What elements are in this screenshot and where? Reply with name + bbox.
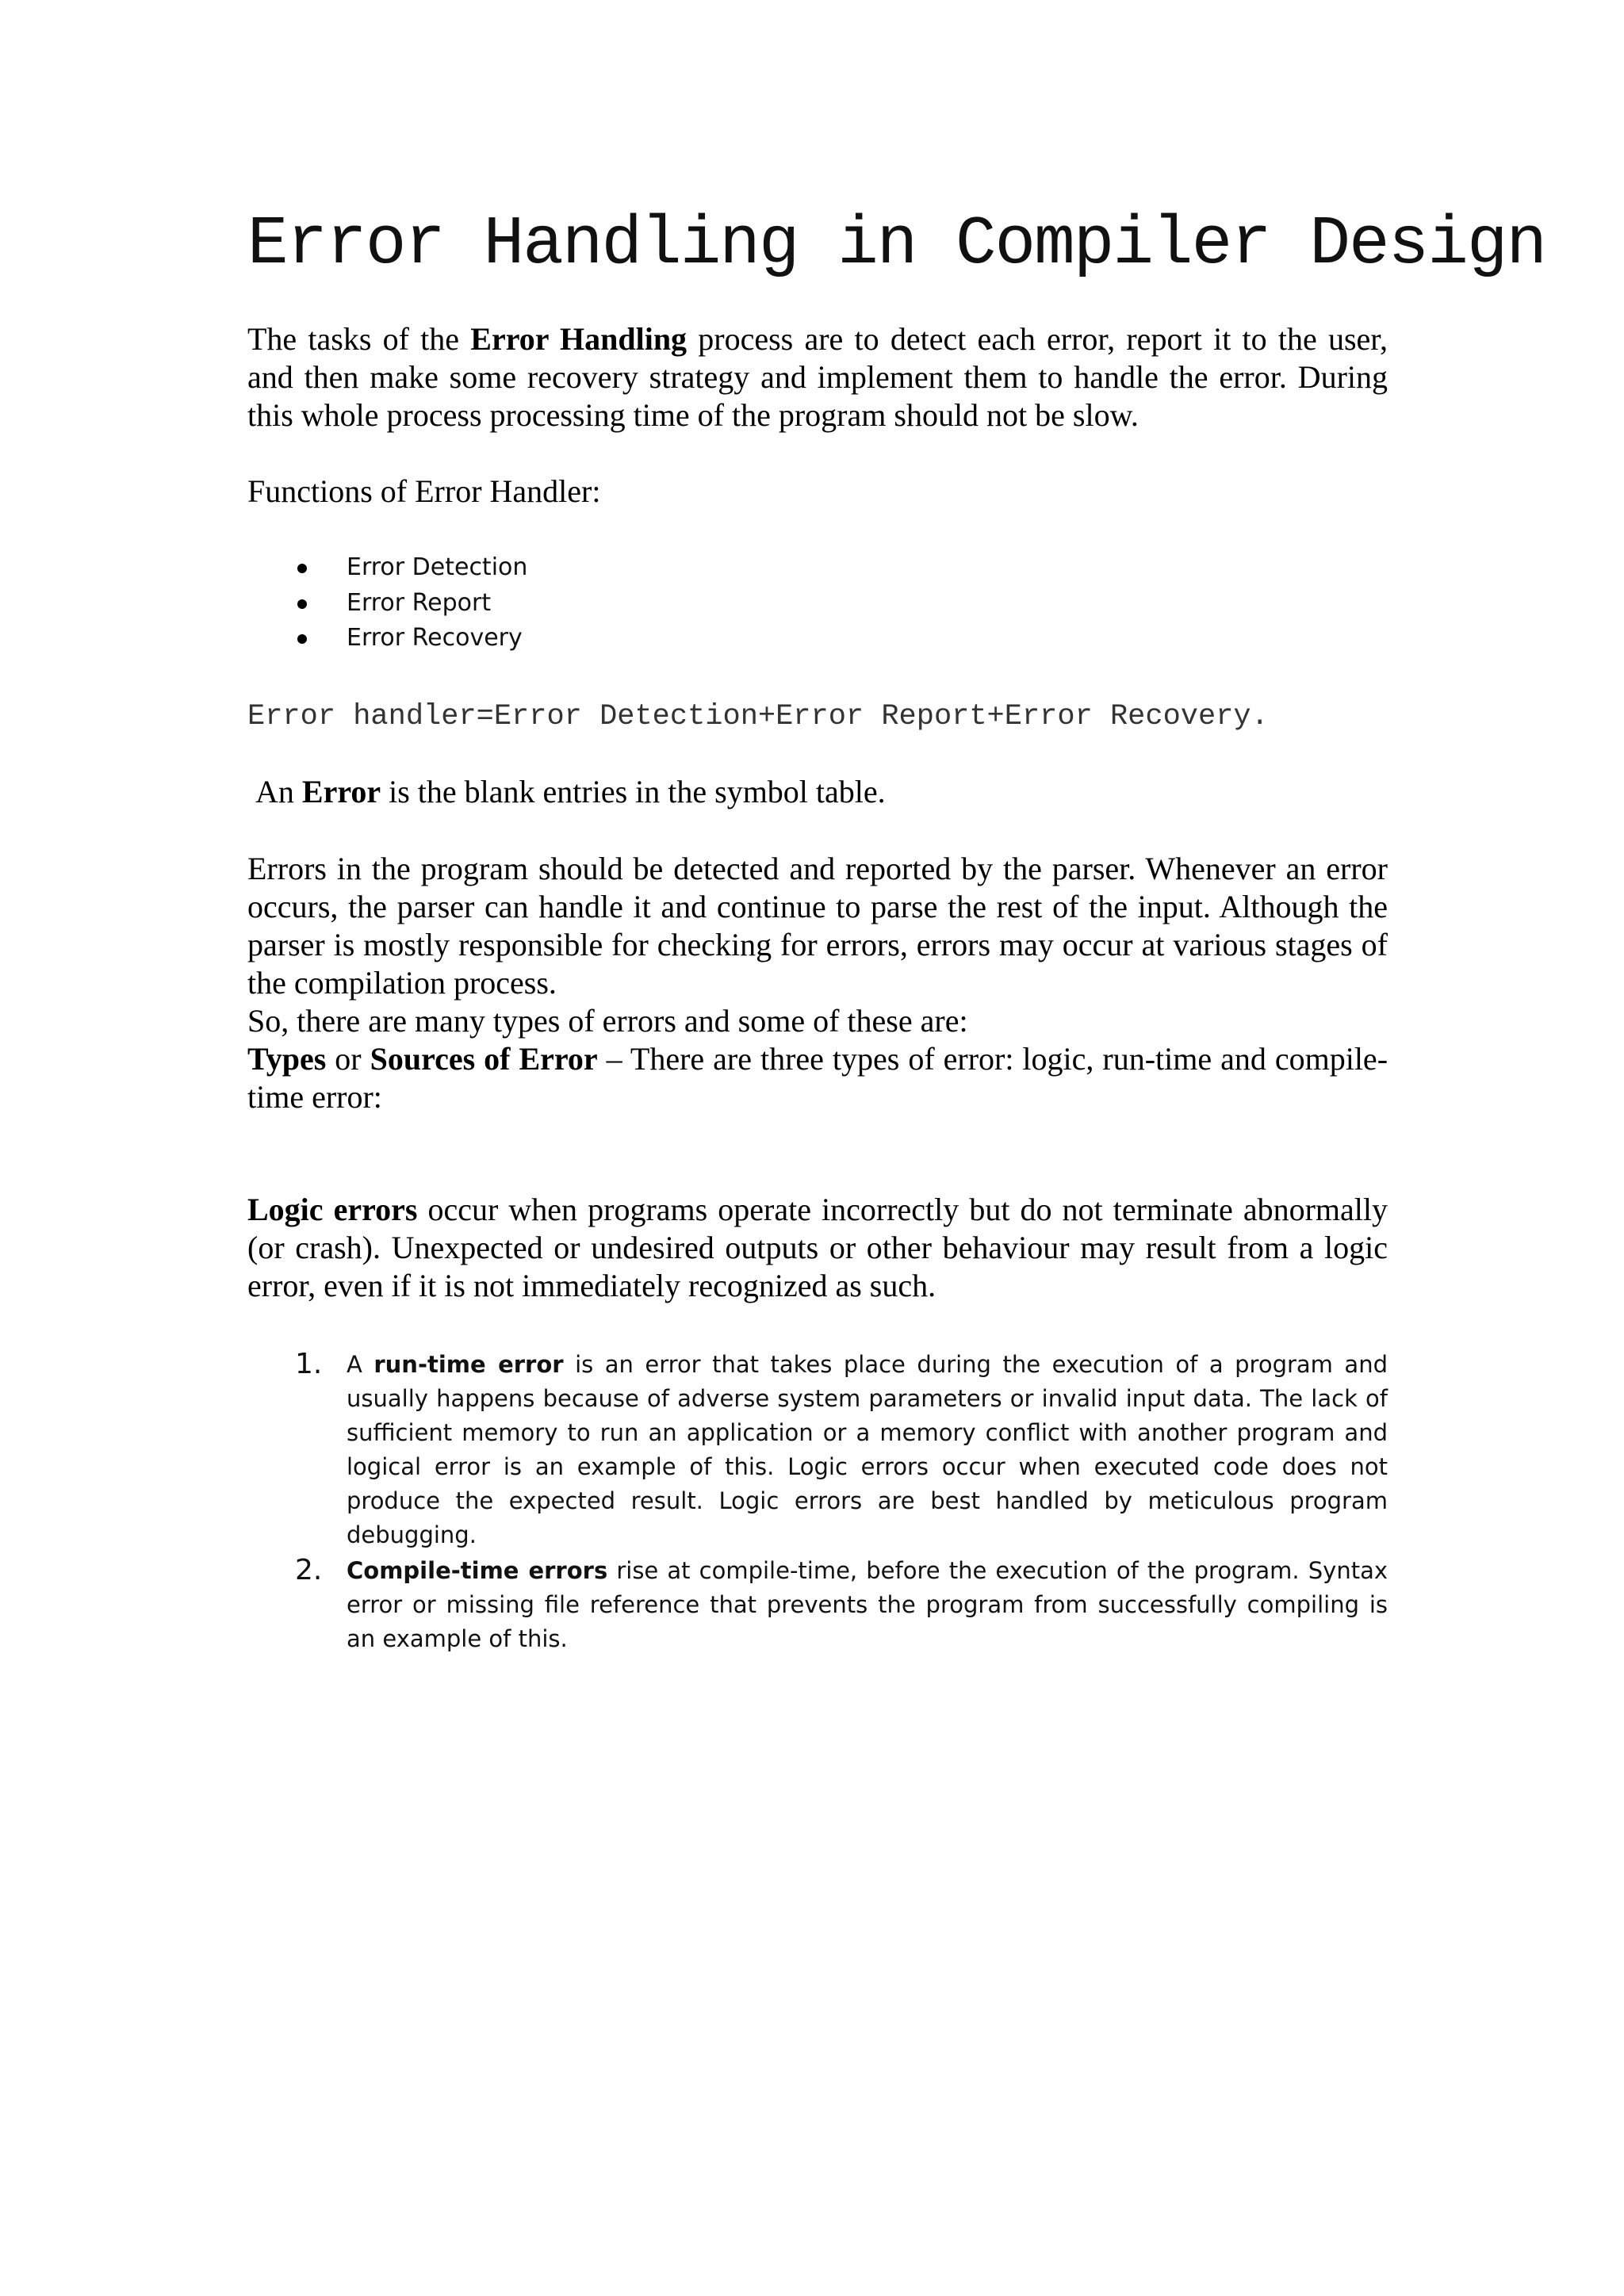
list-item [247, 621, 527, 656]
functions-list [247, 550, 527, 656]
error-def-after: is the blank entries in the symbol table. [381, 774, 886, 809]
intro-paragraph [247, 320, 1388, 434]
list-number: 1. [295, 1348, 323, 1380]
intro-bold-term: Error Handling [470, 321, 688, 357]
list-item [247, 1348, 1388, 1552]
run-time-error-bold: run-time error [373, 1351, 564, 1378]
intro-text-after: process are to detect each error, report it to the user, and then make some recovery strategy and implement them to handle the error. During this whole process processing time of the program should not be slow. [247, 321, 1388, 433]
list-item [247, 1554, 1388, 1656]
item-text-before: A [347, 1351, 374, 1378]
sources-of-error-bold: Sources of Error [370, 1041, 598, 1077]
error-definition [247, 773, 1388, 811]
types-bold: Types [247, 1041, 327, 1077]
types-after: – There are three types of error: logic, run-time and compile-time error: [247, 1041, 1388, 1115]
error-def-bold-term: Error [301, 774, 381, 809]
types-or: or [326, 1041, 370, 1077]
errors-paragraph: Errors in the program should be detected and reported by the parser. Whenever an error occurs, the parser can handle it and continue to parse the rest of the input. Although the parser is mostly responsible for checking for errors, errors may occur at various stages of the compilation process. [247, 851, 1388, 1001]
logic-errors-paragraph [247, 1191, 1388, 1305]
errors-section [247, 850, 1388, 1116]
error-types-list [247, 1348, 1388, 1658]
error-handler-formula: Error handler=Error Detection+Error Report+Error Recovery. [247, 700, 1269, 733]
list-item-label: Error Recovery [347, 624, 523, 652]
functions-heading: Functions of Error Handler: [247, 473, 601, 509]
item-text-after: rise at compile-time, before the execution of the program. Syntax error or missing file reference that prevents the program from successfully compiling is an example of this. [347, 1557, 1388, 1652]
list-item [247, 550, 527, 586]
item-text-after: is an error that takes place during the execution of a program and usually happens because of adverse system parameters or invalid input data. The lack of sufficient memory to run an application or a memory conflict with another program and logical error is an example of this. Logic errors occur when executed code does not produce the expected result. Logic errors are best handled by meticulous program debugging. [347, 1351, 1388, 1548]
bullet-icon [297, 564, 307, 573]
errors-types-intro: So, there are many types of errors and some of these are: [247, 1003, 968, 1039]
compile-time-errors-bold: Compile-time errors [347, 1557, 608, 1584]
logic-errors-bold: Logic errors [247, 1192, 418, 1227]
list-item-label: Error Detection [347, 553, 528, 581]
page-title: Error Handling in Compiler Design [247, 205, 1546, 283]
bullet-icon [297, 599, 307, 609]
logic-errors-text: occur when programs operate incorrectly but do not terminate abnormally (or crash). Unexpected or undesired outputs or other behaviour may result from a logic error, even if it is not immediately recognized as such. [247, 1192, 1388, 1303]
list-number: 2. [295, 1554, 323, 1586]
list-item [247, 586, 527, 622]
list-item-label: Error Report [347, 588, 492, 617]
types-of-error-paragraph [247, 1040, 1388, 1116]
intro-text-before: The tasks of the [247, 321, 471, 357]
bullet-icon [297, 634, 307, 644]
error-def-before: An [255, 774, 302, 809]
